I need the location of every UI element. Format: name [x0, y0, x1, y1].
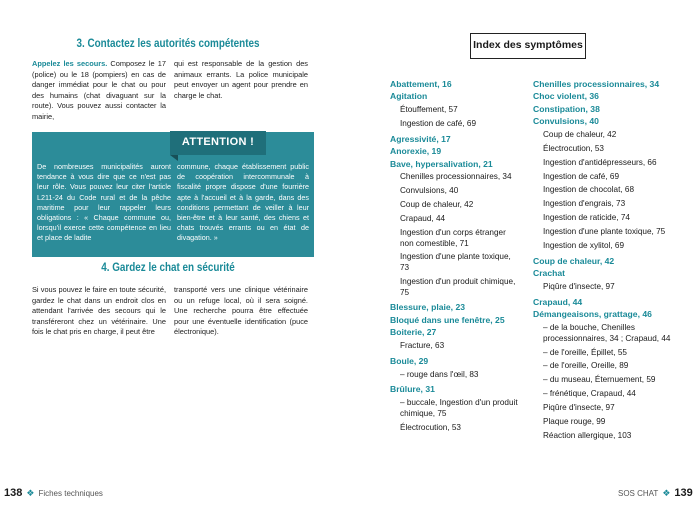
index-entry: Chenilles processionnaires, 34: [533, 79, 660, 89]
index-subentry: Ingestion de café, 69: [400, 119, 477, 128]
index-entry: Bloqué dans une fenêtre, 25: [390, 314, 505, 325]
attention-column-1: De nombreuses municipalités auront tendance à vous dire que ce n'est pas leur rôle. Vous pouvez leur citer l'article L211-24 du Code rural et de la pêche maritime pour leur rappeler leurs obligations : « Chaque commune ou, lorsqu'il exerce cette compétence en lieu et place de ladite: [37, 162, 171, 243]
index-entry: Choc violent, 36: [533, 91, 599, 102]
index-subentry: Coup de chaleur, 42: [543, 129, 617, 139]
index-subentry: Ingestion d'une plante toxique, 75: [543, 227, 666, 237]
index-subentry: Crapaud, 44: [400, 214, 446, 224]
left-footer: [4, 487, 103, 499]
index-subentry: Ingestion d'engrais, 73: [543, 199, 626, 209]
index-subentry: Ingestion d'un corps étranger non comestible, 71: [400, 227, 506, 248]
index-subentry: – de l'oreille, Épillet, 55: [543, 347, 627, 357]
index-entry: Boiterie, 27: [390, 327, 437, 338]
index-entry: Agitation: [390, 91, 428, 102]
index-subentry: Ingestion d'un produit chimique, 75: [400, 276, 516, 297]
index-entry: Bave, hypersalivation, 21: [390, 158, 493, 169]
index-entry: Brûlure, 31: [390, 384, 435, 395]
left-page-number: 138: [4, 487, 23, 499]
index-subentry: – de la bouche, Chenilles processionnaires, 34 ; Crapaud, 44: [543, 323, 671, 343]
index-title: Index des symptômes: [470, 33, 586, 59]
attention-title: ATTENTION !: [181, 136, 255, 148]
index-subentry: Ingestion de café, 69: [543, 171, 620, 181]
index-subentry: – du museau, Éternuement, 59: [543, 375, 656, 385]
index-subentry: Convulsions, 40: [400, 186, 459, 196]
index-subentry: Ingestion d'antidépresseurs, 66: [543, 157, 657, 167]
right-footer: [618, 487, 693, 499]
section-4-title: 4. Gardez le chat en sécurité: [101, 262, 235, 274]
index-subentry: Ingestion de xylitol, 69: [543, 241, 625, 251]
index-entry: Démangeaisons, grattage, 46: [533, 309, 652, 320]
index-subentry: Fracture, 63: [400, 340, 445, 350]
index-subentry: Coup de chaleur, 42: [400, 200, 474, 210]
index-entry: Abattement, 16: [390, 79, 452, 89]
section-3-title: 3. Contactez les autorités compétentes: [76, 38, 260, 50]
section-3-text-1: Composez le 17 (police) ou le 18 (pompiers) en cas de danger immédiat pour le chat ou pour des humains (chat divaguant sur la route). Vous pouvez aussi contacter la mairie,: [32, 59, 166, 121]
index-subentry: – frénétique, Crapaud, 44: [543, 389, 636, 399]
attention-ribbon: [170, 131, 266, 161]
index-entry: Crachat: [533, 268, 565, 279]
index-entry: Boule, 29: [390, 355, 429, 366]
section-3-lead: Appelez les secours.: [32, 59, 108, 68]
index-entry: Coup de chaleur, 42: [533, 255, 615, 266]
index-subentry: Chenilles processionnaires, 34: [400, 172, 512, 182]
paw-icon: ❖: [662, 487, 671, 498]
index-entry: Convulsions, 40: [533, 116, 599, 127]
section-4-column-2: transporté vers une clinique vétérinaire ou un refuge local, où il sera soigné. Une recherche pourra être effectuée pour une éventuelle identification (puce électronique).: [174, 285, 308, 337]
section-3-column-2: qui est responsable de la gestion des animaux errants. La police municipale peut envoyer un agent pour prendre en charge le chat.: [174, 59, 308, 100]
index-subentry: Ingestion de raticide, 74: [543, 213, 630, 223]
index-column-2: [533, 78, 673, 445]
section-4-column-1: Si vous pouvez le faire en toute sécurité, gardez le chat dans un endroit clos en attendant l'arrivée des secours qui le transféreront chez un vétérinaire. Une fois le chat pris en charge, il peut être: [32, 285, 166, 337]
index-subentry: Réaction allergique, 103: [543, 430, 632, 440]
index-subentry: Ingestion de chocolat, 68: [543, 185, 635, 195]
right-page-number: 139: [674, 487, 693, 499]
index-column-1: [390, 78, 520, 437]
index-subentry: – de l'oreille, Oreille, 89: [543, 361, 629, 371]
paw-icon: ❖: [26, 487, 35, 498]
index-subentry: Électrocution, 53: [400, 422, 461, 432]
index-entry: Anorexie, 19: [390, 146, 442, 157]
index-subentry: Ingestion d'une plante toxique, 73: [400, 252, 511, 273]
index-entry: Crapaud, 44: [533, 296, 583, 307]
left-footer-label: Fiches techniques: [38, 488, 103, 498]
index-subentry: Plaque rouge, 99: [543, 416, 606, 426]
index-subentry: Piqûre d'insecte, 97: [543, 403, 615, 413]
index-entry: Agressivité, 17: [390, 133, 451, 144]
index-entry: Constipation, 38: [533, 103, 600, 114]
index-subentry: – buccale, Ingestion d'un produit chimique, 75: [400, 398, 518, 418]
right-footer-label: SOS CHAT: [618, 488, 659, 498]
index-entry: Blessure, plaie, 23: [390, 302, 465, 313]
attention-column-2: commune, chaque établissement public de coopération intercommunale à fiscalité propre dispose d'une fourrière apte à l'accueil et à la garde, dans des conditions permettant de veiller à leur bien-être et à leur santé, des chiens et chats trouvés errants ou en état de divagation. »: [177, 162, 309, 243]
index-subentry: Piqûre d'insecte, 97: [543, 282, 615, 292]
section-3-column-1: [32, 59, 166, 123]
index-subentry: Électrocution, 53: [543, 143, 604, 153]
index-subentry: – rouge dans l'œil, 83: [400, 369, 479, 379]
index-subentry: Étouffement, 57: [400, 105, 458, 115]
